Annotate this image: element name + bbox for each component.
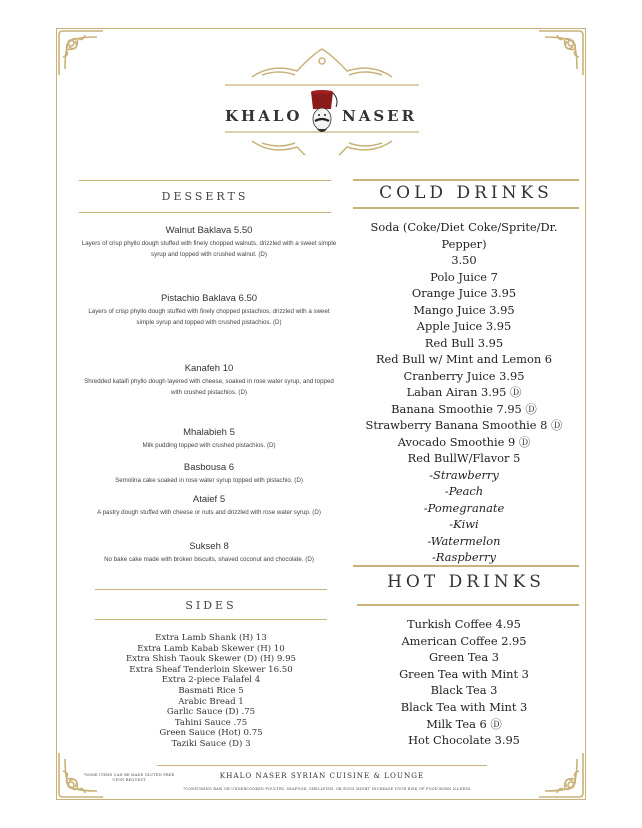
flavor-item: -Peach (444, 484, 484, 498)
dessert-name: Pistachio Baklava 6.50 (160, 293, 258, 304)
dessert-description: Semolina cake soaked in rose water syrup topped with pistachio. (D) (115, 477, 303, 484)
list-item: Taziki Sauce (D) 3 (171, 738, 251, 749)
dessert-item (79, 462, 339, 486)
dessert-item (79, 494, 339, 518)
dessert-description: No bake cake made with broken biscuits, shaved coconut and chocolate. (D) (104, 556, 314, 563)
dessert-item (79, 541, 339, 565)
divider (157, 765, 487, 766)
dessert-description: A pastry dough stuffed with cheese or nuts and drizzled with rose water syrup. (D) (97, 509, 321, 516)
dessert-description: Layers of crisp phyllo dough stuffed with finely chopped pistachios, drizzled with a sweet simple syrup and topped with crushed pistachios. (D) (88, 308, 330, 326)
list-item: Soda (Coke/Diet Coke/Sprite/Dr. Pepper) (370, 220, 558, 251)
list-item: Red BullW/Flavor 5 (407, 451, 521, 465)
list-item: Cranberry Juice 3.95 (403, 368, 525, 383)
cold-drinks-list (347, 219, 581, 566)
divider (79, 212, 331, 213)
list-item: Apple Juice 3.95 (416, 319, 512, 333)
list-item: Green Tea with Mint 3 (399, 666, 529, 681)
list-item: American Coffee 2.95 (401, 633, 527, 648)
dessert-name: Mhalabieh 5 (183, 427, 235, 438)
list-item: Polo Juice 7 (430, 269, 498, 284)
food-safety-note: *CONSUMING RAW OR UNDERCOOKED POULTRY, SEAFOOD, SHELLFISH, OR EGGS MIGHT INCREASE YOUR RISK OF FOOD BORN ILLNESS (183, 787, 471, 791)
flavor-item: -Kiwi (449, 517, 479, 531)
divider (353, 565, 579, 567)
list-item: Turkish Coffee 4.95 (407, 617, 521, 631)
list-item: Red Bull 3.95 (424, 335, 504, 350)
cold-drinks-title: COLD DRINKS (379, 183, 553, 203)
divider (95, 589, 327, 590)
dessert-item (79, 225, 339, 260)
dessert-name: Sukseh 8 (189, 541, 229, 552)
hot-drinks-list (347, 616, 581, 749)
list-item: Basmati Rice 5 (178, 685, 244, 696)
dessert-item (79, 427, 339, 451)
list-item: Mango Juice 3.95 (413, 302, 515, 317)
brand-name-right: NASER (342, 107, 418, 125)
list-item: Garlic Sauce (D) .75 (166, 707, 256, 718)
list-item: Extra Sheaf Tenderloin Skewer 16.50 (129, 664, 293, 675)
sides-list (97, 633, 325, 750)
flavor-item: -Watermelon (427, 533, 501, 548)
list-item: Arabic Bread 1 (178, 696, 244, 707)
gluten-free-note: *SOME ITEMS CAN BE MADE GLUTEN FREE UPON REQUEST (83, 773, 175, 782)
divider (353, 207, 579, 209)
flavor-item: -Pomegranate (423, 500, 505, 515)
list-item: Milk Tea 6 Ⓓ (426, 716, 502, 731)
fez-icon (311, 90, 337, 132)
list-item: Black Tea with Mint 3 (400, 699, 528, 714)
desserts-title: DESSERTS (161, 190, 249, 203)
divider (79, 180, 331, 181)
dessert-name: Walnut Baklava 5.50 (165, 225, 253, 236)
hot-drinks-title: HOT DRINKS (387, 572, 545, 592)
dessert-description: Shredded kataifi phyllo dough layered with cheese, soaked in rose water syrup, and topped with crushed pistachios. (D) (84, 378, 334, 396)
brand-name-left: KHALO (225, 107, 303, 125)
logo-header (57, 45, 585, 155)
list-item: Laban Airan 3.95 Ⓓ (406, 385, 522, 399)
flavor-item: -Raspberry (432, 550, 496, 564)
dessert-description: Layers of crisp phyllo dough stuffed with finely chopped walnuts, drizzled with a sweet simple syrup and topped with crushed walnut. (D) (81, 240, 337, 258)
list-item: Red Bull w/ Mint and Lemon 6 (375, 352, 553, 366)
divider (357, 604, 579, 606)
dessert-name: Ataief 5 (192, 494, 226, 505)
flavor-item: -Strawberry (429, 467, 499, 482)
list-item: 3.50 (451, 253, 477, 267)
divider (95, 619, 327, 620)
list-item: Extra Lamb Kabab Skewer (H) 10 (137, 643, 285, 654)
list-item: Banana Smoothie 7.95 Ⓓ (391, 401, 537, 416)
list-item: Orange Juice 3.95 (411, 286, 517, 300)
list-item: Avocado Smoothie 9 Ⓓ (397, 434, 531, 449)
list-item: Green Tea 3 (428, 650, 500, 665)
footer-title: KHALO NASER SYRIAN CUISINE & LOUNGE (219, 771, 425, 780)
divider (353, 179, 579, 181)
dessert-item (79, 293, 339, 328)
dessert-description: Milk pudding topped with crushed pistachios. (D) (142, 442, 276, 449)
list-item: Green Sauce (Hot) 0.75 (159, 728, 263, 739)
list-item: Strawberry Banana Smoothie 8 Ⓓ (365, 418, 563, 432)
corner-ornament-icon (535, 749, 587, 801)
logo-ornament-icon (57, 45, 587, 155)
list-item: Black Tea 3 (430, 683, 498, 698)
menu-page (56, 28, 586, 800)
dessert-name: Kanafeh 10 (184, 363, 234, 374)
dessert-item (79, 363, 339, 398)
list-item: Extra Shish Taouk Skewer (D) (H) 9.95 (125, 654, 297, 665)
list-item: Hot Chocolate 3.95 (408, 733, 520, 748)
dessert-name: Basbousa 6 (183, 462, 235, 473)
list-item: Extra Lamb Shank (H) 13 (155, 633, 267, 643)
sides-title: SIDES (185, 599, 237, 612)
list-item: Extra 2-piece Falafel 4 (161, 675, 261, 686)
list-item: Tahini Sauce .75 (174, 717, 248, 728)
